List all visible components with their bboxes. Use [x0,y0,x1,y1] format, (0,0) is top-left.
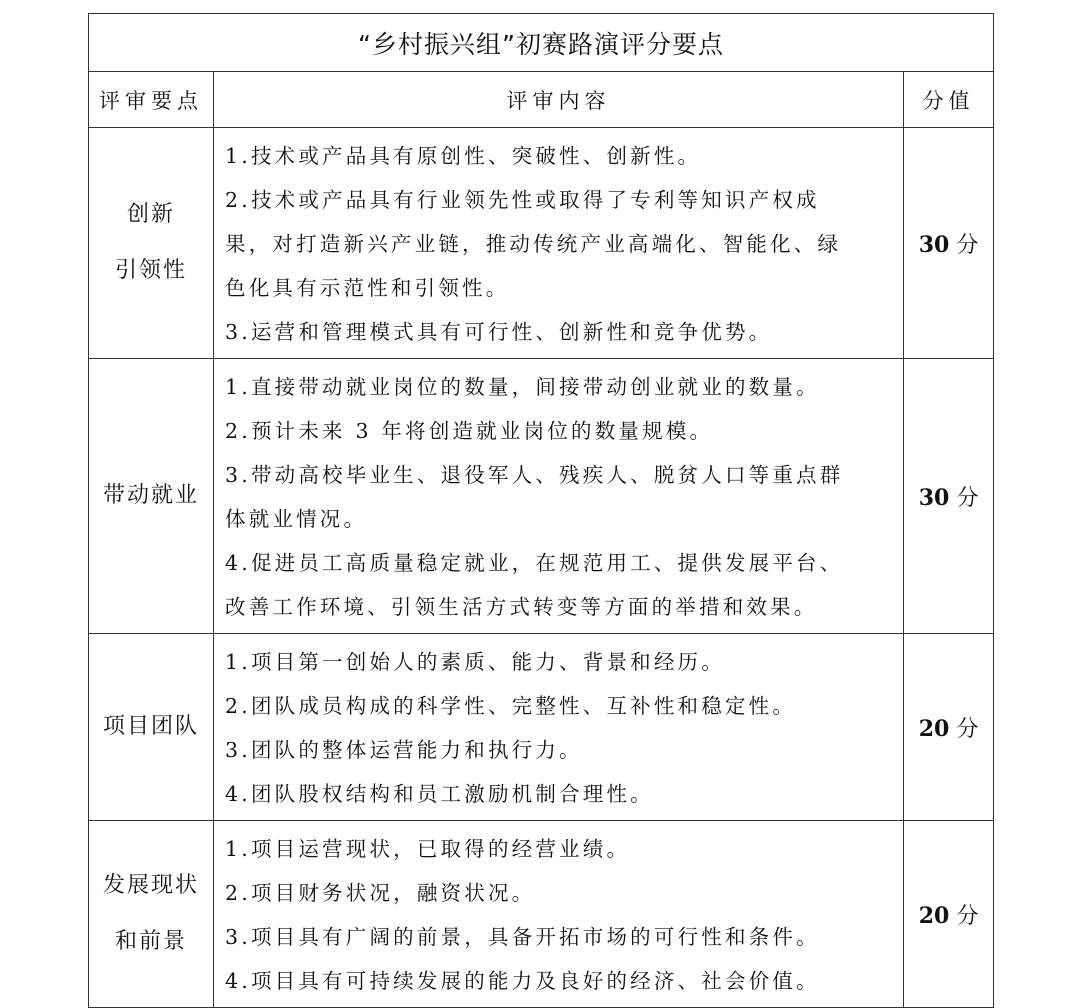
score-value: 20 [918,715,950,742]
content-item: 1.项目运营现状，已取得的经营业绩。 [225,837,631,861]
score-unit: 分 [956,716,979,742]
criterion-cell [89,634,214,821]
score-value: 20 [918,902,950,929]
content-cell [214,359,904,634]
content-item: 4.团队股权结构和员工激励机制合理性。 [225,782,654,806]
content-item: 2.团队成员构成的科学性、完整性、互补性和稳定性。 [225,694,797,718]
criterion-label-line: 创新 [126,202,175,227]
table-row [89,359,994,634]
criterion-label-line: 项目团队 [102,714,199,739]
content-item: 3.团队的整体运营能力和执行力。 [225,738,583,762]
criterion-label-line: 和前景 [114,929,187,954]
score-unit: 分 [956,232,979,258]
content-item: 3.带动高校毕业生、退役军人、残疾人、脱贫人口等重点群 [225,463,844,487]
criterion-cell [89,359,214,634]
score-cell [904,634,994,821]
content-item: 3.运营和管理模式具有可行性、创新性和竞争优势。 [225,320,773,344]
content-item: 改善工作环境、引领生活方式转变等方面的举措和效果。 [225,595,818,619]
content-item: 3.项目具有广阔的前景，具备开拓市场的可行性和条件。 [225,925,820,949]
score-cell [904,821,994,1008]
content-item: 1.项目第一创始人的素质、能力、背景和经历。 [225,650,725,674]
scoring-table [88,13,994,1008]
content-cell [214,634,904,821]
criterion-cell [89,821,214,1008]
content-cell [214,821,904,1008]
header-score: 分值 [904,72,994,128]
content-item: 1.直接带动就业岗位的数量，间接带动创业就业的数量。 [225,375,820,399]
content-cell [214,128,904,359]
content-item: 2.预计未来 3 年将创造就业岗位的数量规模。 [225,419,714,443]
content-item: 2.项目财务状况，融资状况。 [225,881,536,905]
criterion-label-line: 引领性 [114,258,187,283]
criterion-label-line: 发展现状 [102,873,199,898]
score-value: 30 [918,484,950,511]
header-criterion: 评审要点 [89,72,214,128]
header-row [89,72,994,128]
score-value: 30 [918,231,950,258]
score-unit: 分 [956,903,979,929]
title-row [89,14,994,72]
table-title: “乡村振兴组”初赛路演评分要点 [89,14,994,72]
criterion-cell [89,128,214,359]
score-cell [904,128,994,359]
content-item: 1.技术或产品具有原创性、突破性、创新性。 [225,144,702,168]
table-row [89,634,994,821]
content-item: 色化具有示范性和引领性。 [225,276,510,300]
criterion-label-line: 带动就业 [102,483,199,508]
content-item: 4.促进员工高质量稳定就业，在规范用工、提供发展平台、 [225,551,844,575]
content-item: 4.项目具有可持续发展的能力及良好的经济、社会价值。 [225,969,820,993]
content-item: 2.技术或产品具有行业领先性或取得了专利等知识产权成 [225,188,820,212]
header-content: 评审内容 [214,72,904,128]
table-row [89,128,994,359]
score-unit: 分 [956,485,979,511]
table-row [89,821,994,1008]
content-item: 果，对打造新兴产业链，推动传统产业高端化、智能化、绿 [225,232,842,256]
content-item: 体就业情况。 [225,507,368,531]
score-cell [904,359,994,634]
